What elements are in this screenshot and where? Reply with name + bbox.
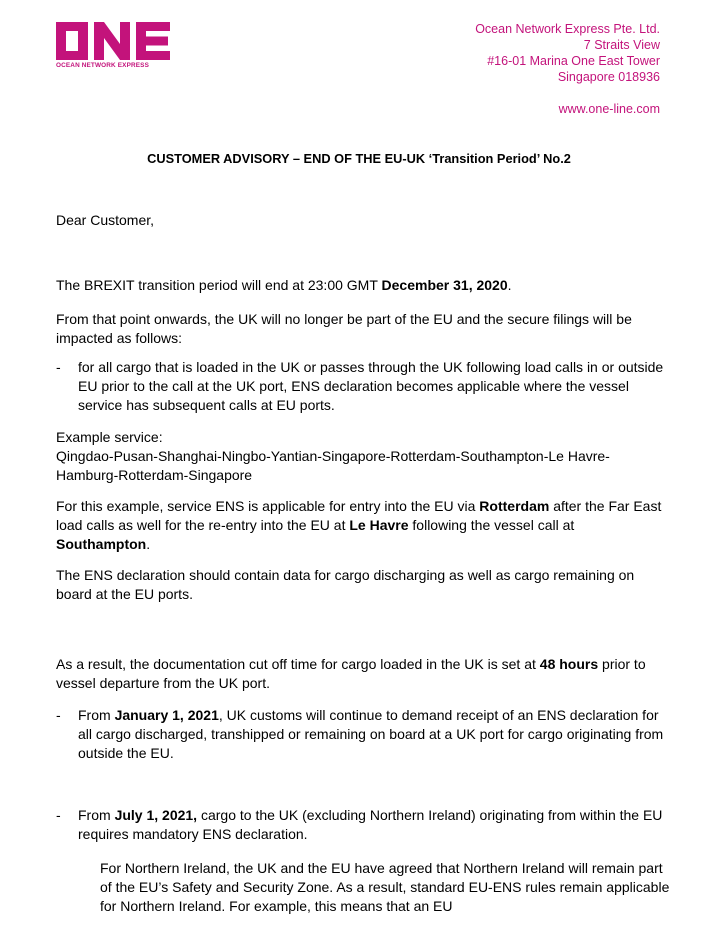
greeting: Dear Customer, [56, 212, 155, 228]
bullet-text [78, 706, 670, 763]
company-address [475, 21, 660, 117]
date-highlight: January 1, 2021 [114, 707, 219, 723]
list-item [56, 806, 670, 844]
bullet-text: for all cargo that is loaded in the UK or passes through the UK following load calls in or outside EU prior to the call at the UK port, ENS declaration becomes applicable where the vessel service has subsequent calls at EU ports. [78, 359, 664, 413]
paragraph-ens-data: The ENS declaration should contain data for cargo discharging as well as cargo remaining on board at the EU ports. [56, 567, 635, 602]
bullet-text [78, 806, 670, 844]
text-run: For this example, service ENS is applicable for entry into the EU via [56, 498, 480, 514]
address-line: #16-01 Marina One East Tower [487, 54, 660, 68]
text-run: From [78, 707, 115, 723]
paragraph-example-explanation [56, 497, 670, 554]
list-item [56, 358, 670, 415]
paragraph-northern-ireland: For Northern Ireland, the UK and the EU have agreed that Northern Ireland will remain part of the EU’s Safety and Security Zone. As a result, standard EU-ENS rules remain applicable for Northern Ireland. For example, this means that an EU [100, 860, 670, 914]
example-service [56, 428, 670, 485]
hours-highlight: 48 hours [539, 656, 599, 672]
text-run: From [78, 807, 115, 823]
address-line: 7 Straits View [583, 38, 660, 52]
port-highlight: Le Havre [349, 517, 409, 533]
paragraph-cutoff [56, 655, 670, 693]
text-run: As a result, the documentation cut off time for cargo loaded in the UK is set at [56, 656, 540, 672]
text-run: following the vessel call at [408, 517, 575, 533]
bullet-dash: - [56, 707, 61, 723]
address-line: Ocean Network Express Pte. Ltd. [475, 22, 660, 36]
date-highlight: July 1, 2021, [114, 807, 198, 823]
text-run: . [146, 536, 151, 552]
text-run: , UK customs will continue to demand receipt of an ENS declaration for all cargo discharged, transhipped or remaining on board at a UK port for cargo originating from outside the EU. [78, 707, 664, 761]
one-logo-icon [56, 22, 172, 60]
port-highlight: Rotterdam [479, 498, 550, 514]
bullet-dash: - [56, 359, 61, 375]
text-run: cargo to the UK (excluding Northern Ireland) originating from within the EU requires mandatory ENS declaration. [78, 807, 663, 842]
logo-subtitle: OCEAN NETWORK EXPRESS [56, 62, 149, 69]
text-run: prior to vessel departure from the UK port. [56, 656, 646, 691]
company-logo [56, 22, 172, 69]
bullet-dash: - [56, 807, 61, 823]
text-run: The BREXIT transition period will end at 23:00 GMT [56, 277, 382, 293]
list-item [56, 706, 670, 763]
example-label: Example service: [56, 429, 163, 445]
text-run: . [507, 277, 512, 293]
address-line: Singapore 018936 [557, 70, 660, 84]
website-link[interactable]: www.one-line.com [558, 102, 660, 116]
date-highlight: December 31, 2020 [381, 277, 508, 293]
paragraph-impact: From that point onwards, the UK will no longer be part of the EU and the secure filings will be impacted as follows: [56, 311, 632, 346]
example-route: Qingdao-Pusan-Shanghai-Ningbo-Yantian-Singapore-Rotterdam-Southampton-Le Havre-Hamburg-Rotterdam-Singapore [56, 448, 610, 483]
advisory-title: CUSTOMER ADVISORY – END OF THE EU-UK ‘Transition Period’ No.2 [147, 151, 571, 166]
port-highlight: Southampton [56, 536, 147, 552]
text-run: after the Far East load calls as well for the re-entry into the EU at [56, 498, 662, 533]
paragraph-transition-end [56, 276, 670, 295]
